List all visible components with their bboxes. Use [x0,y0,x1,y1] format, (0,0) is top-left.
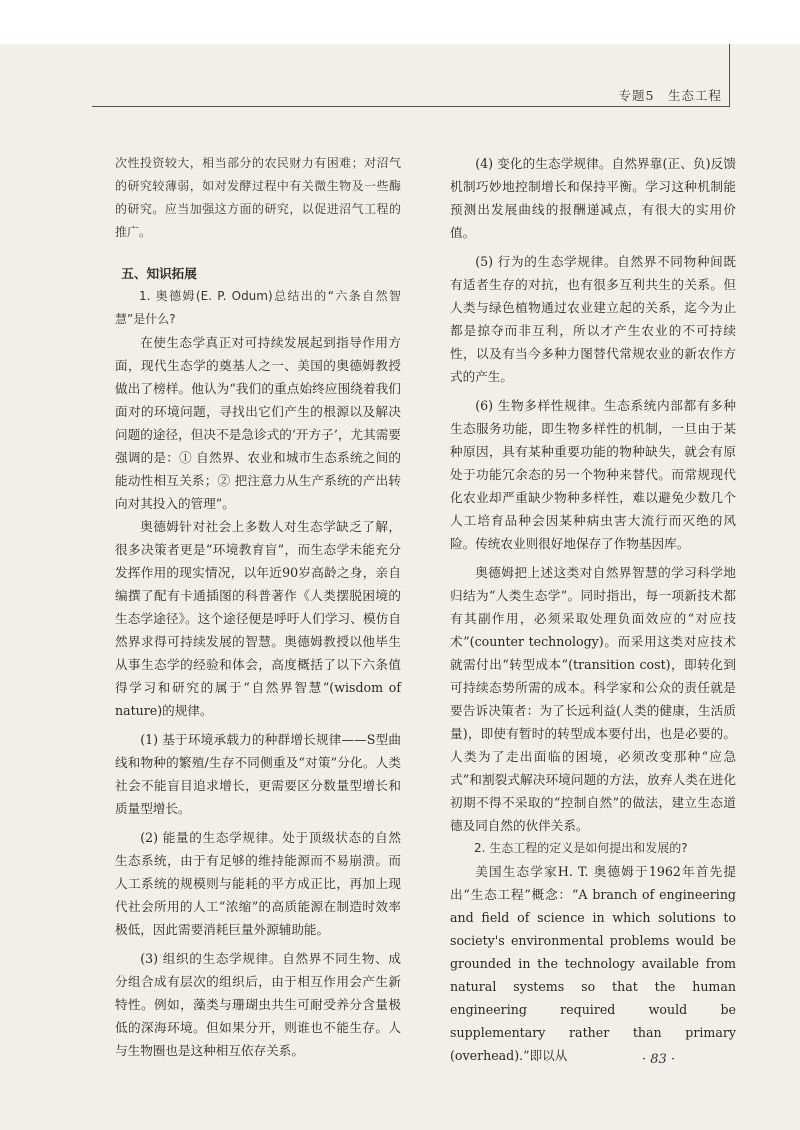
running-header: 专题5 生态工程 [618,88,722,103]
question-heading: 2. 生态工程的定义是如何提出和发展的? [474,841,688,855]
left-column [115,152,401,1062]
paragraph: 奥德姆针对社会上多数人对生态学缺乏了解，很多决策者更是“环境教育盲”，而生态学未能充分发挥作用的现实情况，以年近90岁高龄之身，亲自编撰了配有卡通插图的科普著作《人类摆脱困境的生态学途径》。这个途径便是呼吁人们学习、模仿自然界求得可持续发展的智慧。奥德姆教授以他毕生从事生态学的经验和体会，高度概括了以下六条值得学习和研究的属于“自然界智慧”(wisdom of nature)的规律。 [115,519,401,718]
paragraph: (3) 组织的生态学规律。自然界不同生物、成分组合成有层次的组织后，由于相互作用会产生新特性。例如，藻类与珊瑚虫共生可耐受养分含量极低的深海环境。但如果分开，则谁也不能生存。人与生物圈也是这种相互依存关系。 [115,951,401,1058]
paragraph: (5) 行为的生态学规律。自然界不同物种间既有适者生存的对抗，也有很多互利共生的关系。但人类与绿色植物通过农业建立起的关系，迄今为止都是掠夺而非互利，所以才产生农业的不可持续性，以及有当今多种力图替代常规农业的新农作方式的产生。 [450,254,736,384]
top-margin [0,0,800,44]
paragraph: (2) 能量的生态学规律。处于顶级状态的自然生态系统，由于有足够的维持能源而不易崩溃。而人工系统的规模则与能耗的平方成正比，再加上现代社会所用的人工“浓缩”的高质能源在制造时效率极低，因此需要消耗巨量外源辅助能。 [115,830,401,937]
paragraph: 美国生态学家H. T. 奥德姆于1962年首先提出“生态工程”概念：“A branch of engineering and field of science in which solutions to society's environmental problems would be grounded in the technology available from natural systems so that the human engineering required would be supplementary rather than primary (overhead).”即以从 [450,864,736,1063]
continued-paragraph: 次性投资较大，相当部分的农民财力有困难；对沼气的研究较薄弱，如对发酵过程中有关微生物及一些酶的研究。应当加强这方面的研究，以促进沼气工程的推广。 [115,156,401,239]
header-rule [92,106,730,107]
page-number: · 83 · [642,1052,676,1067]
question-heading: 1. 奥德姆(E. P. Odum)总结出的“六条自然智慧”是什么? [115,289,401,326]
right-column [450,152,736,1067]
paragraph: 奥德姆把上述这类对自然界智慧的学习科学地归结为“人类生态学”。同时指出，每一项新技术都有其副作用，必须采取处理负面效应的“对应技术”(counter technology)。而采用这类对应技术就需付出“转型成本”(transition cost)，即转化到可持续态势所需的成本。科学家和公众的责任就是要告诉决策者：为了长远利益(人类的健康，生活质量)，即使有暂时的转型成本要付出，也是必要的。人类为了走出面临的困境，必须改变那种“应急式”和割裂式解决环境问题的方法，放弃人类在进化初期不得不采取的“控制自然”的做法，建立生态道德及同自然的伙伴关系。 [450,565,736,833]
section-heading: 五、知识拓展 [121,266,197,281]
paragraph: 在使生态学真正对可持续发展起到指导作用方面，现代生态学的奠基人之一、美国的奥德姆教授做出了榜样。他认为“我们的重点始终应围绕着我们面对的环境问题，寻找出它们产生的根源以及解决问题的途径，但决不是急诊式的‘开方子’，尤其需要强调的是：① 自然界、农业和城市生态系统之间的能动性相互关系；② 把注意力从生产系统的产出转向对其投入的管理”。 [115,335,401,511]
paragraph: (1) 基于环境承载力的种群增长规律——S型曲线和物种的繁殖/生存不同侧重及“对策”分化。人类社会不能盲目追求增长，更需要区分数量型增长和质量型增长。 [115,732,401,816]
header-vertical-rule [729,44,730,106]
paragraph: (6) 生物多样性规律。生态系统内部都有多种生态服务功能，即生物多样性的机制，一旦由于某种原因，具有某种重要功能的物种缺失，就会有原处于功能冗余态的另一个物种来替代。而常规现代化农业却严重缺少物种多样性，难以避免少数几个人工培育品种会因某种病虫害大流行而灭绝的风险。传统农业则很好地保存了作物基因库。 [450,398,736,551]
paragraph: (4) 变化的生态学规律。自然界靠(正、负)反馈机制巧妙地控制增长和保持平衡。学习这种机制能预测出发展曲线的报酬递减点，有很大的实用价值。 [450,156,736,240]
